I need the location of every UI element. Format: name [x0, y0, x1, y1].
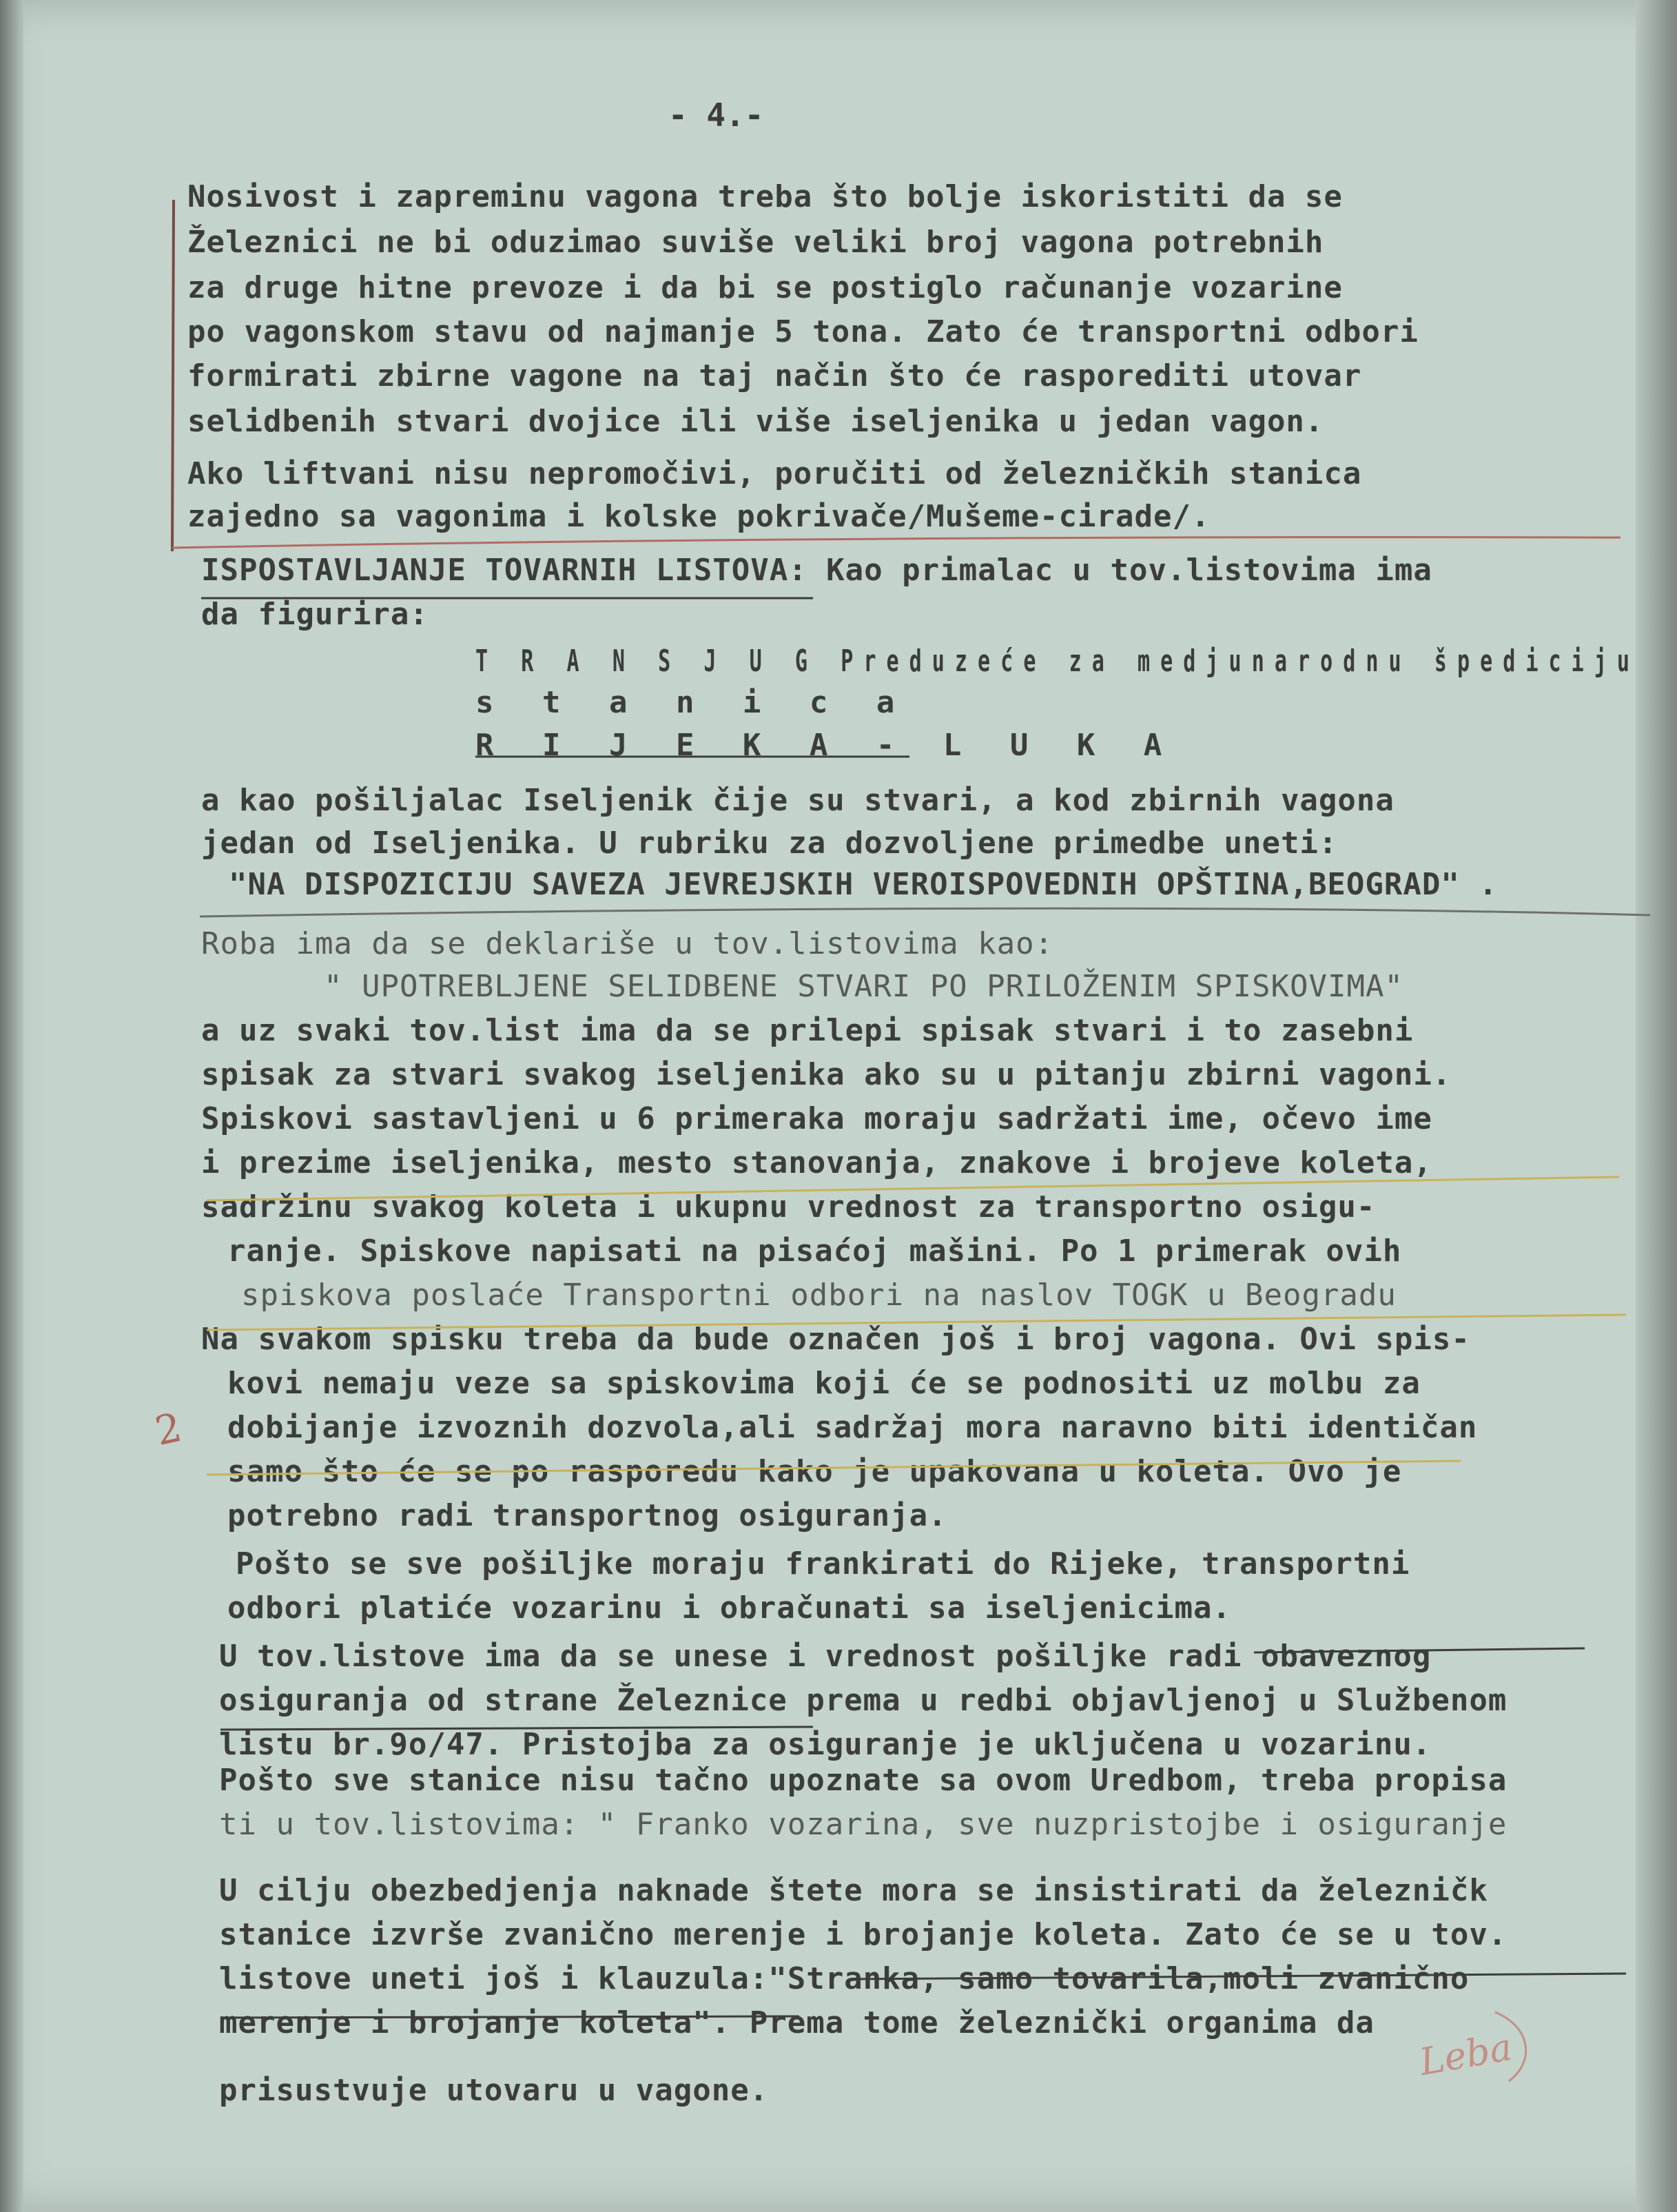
text-line: Roba ima da se deklariše u tov.listovima kao:: [201, 926, 1054, 961]
text-line: T R A N S J U G Preduzeće za medjunarodnu špediciju: [475, 644, 1640, 679]
text-line: Spiskovi sastavljeni u 6 primeraka moraju sadržati ime, očevo ime: [201, 1101, 1432, 1136]
text-line: U cilju obezbedjenja naknade štete mora se insistirati da železničk: [219, 1873, 1488, 1908]
text-line: listove uneti još i klauzula:"Stranka, samo tovarila,moli zvanično: [219, 1961, 1470, 1996]
text-line: formirati zbirne vagone na taj način što će rasporediti utovar: [187, 358, 1362, 393]
text-line: Na svakom spisku treba da bude označen još i broj vagona. Ovi spis-: [201, 1322, 1470, 1357]
text-line: jedan od Iseljenika. U rubriku za dozvoljene primedbe uneti:: [201, 826, 1338, 861]
text-line: prisustvuje utovaru u vagone.: [219, 2073, 769, 2108]
text-line: Nosivost i zapreminu vagona treba što bolje iskoristiti da se: [187, 179, 1343, 214]
clause-underline-1: [854, 1974, 1626, 1979]
text-line: spiskova poslaće Transportni odbori na naslov TOGK u Beogradu: [241, 1278, 1397, 1313]
dispoziciju-underline: [200, 908, 1650, 916]
text-line: Železnici ne bi oduzimao suviše veliki broj vagona potrebnih: [187, 225, 1324, 260]
text-line: selidbenih stvari dvojice ili više iseljenika u jedan vagon.: [187, 404, 1324, 439]
text-line: R I J E K A - L U K A: [475, 728, 1177, 763]
page-number: - 4.-: [668, 96, 764, 134]
text-line: sadržinu svakog koleta i ukupnu vrednost za transportno osigu-: [201, 1189, 1376, 1225]
margin-note: 2: [151, 1403, 186, 1455]
text-line: s t a n i c a: [475, 685, 910, 720]
text-line: U tov.listove ima da se unese i vrednost pošiljke radi obaveznog: [219, 1639, 1432, 1674]
text-line: "NA DISPOZICIJU SAVEZA JEVREJSKIH VEROISPOVEDNIH OPŠTINA,BEOGRAD" .: [229, 867, 1498, 902]
text-line: da figurira:: [201, 597, 429, 632]
text-line: Pošto se sve pošiljke moraju frankirati do Rijeke, transportni: [236, 1546, 1410, 1581]
yellow-underline-3: [207, 1461, 1461, 1475]
text-line: za druge hitne prevoze i da bi se postiglo računanje vozarine: [187, 270, 1343, 305]
text-line: " UPOTREBLJENE SELIDBENE STVARI PO PRILOŽENIM SPISKOVIMA": [324, 969, 1403, 1004]
handwritten-initials: Leba: [1416, 2025, 1516, 2085]
text-line: ISPOSTAVLJANJE TOVARNIH LISTOVA: Kao primalac u tov.listovima ima: [201, 553, 1432, 588]
text-line: samo što će se po rasporedu kako je upakovana u koleta. Ovo je: [227, 1454, 1402, 1489]
margin-bracket: [172, 200, 174, 551]
text-line: dobijanje izvoznih dozvola,ali sadržaj mora naravno biti identičan: [227, 1410, 1478, 1445]
text-line: potrebno radi transportnog osiguranja.: [227, 1498, 947, 1533]
text-line: po vagonskom stavu od najmanje 5 tona. Zato će transportni odbori: [187, 314, 1419, 349]
obaveznog-underline: [1254, 1648, 1585, 1652]
text-line: osiguranja od strane Železnice prema u redbi objavljenoj u Službenom: [219, 1683, 1508, 1718]
red-underline-block: [172, 537, 1621, 548]
text-line: Pošto sve stanice nisu tačno upoznate sa ovom Uredbom, treba propisa: [219, 1763, 1508, 1798]
text-line: ranje. Spiskove napisati na pisaćoj mašini. Po 1 primerak ovih: [227, 1233, 1402, 1269]
yellow-underline-1: [207, 1177, 1619, 1200]
listu-underline: [220, 1727, 813, 1730]
text-line: listu br.9o/47. Pristojba za osiguranje je uključena u vozarinu.: [219, 1727, 1432, 1762]
yellow-underline-2: [207, 1315, 1626, 1330]
text-line: ti u tov.listovima: " Franko vozarina, sve nuzpristojbe i osiguranje: [219, 1807, 1508, 1842]
text-line: kovi nemaju veze sa spiskovima koji će se podnositi uz molbu za: [227, 1366, 1421, 1401]
text-line: stanice izvrše zvanično merenje i brojanje koleta. Zato će se u tov.: [219, 1917, 1508, 1952]
text-line: spisak za stvari svakog iseljenika ako su u pitanju zbirni vagoni.: [201, 1057, 1452, 1092]
clause-underline-2: [220, 2016, 799, 2018]
text-line: merenje i brojanje koleta". Prema tome železnički organima da: [219, 2005, 1375, 2040]
text-line: odbori platiće vozarinu i obračunati sa iseljenicima.: [227, 1590, 1231, 1626]
text-line: a uz svaki tov.list ima da se prilepi spisak stvari i to zasebni: [201, 1013, 1414, 1048]
text-line: Ako liftvani nisu nepromočivi, poručiti od železničkih stanica: [187, 456, 1362, 491]
text-line: a kao pošiljalac Iseljenik čije su stvari, a kod zbirnih vagona: [201, 783, 1395, 818]
text-line: zajedno sa vagonima i kolske pokrivače/Mušeme-cirade/.: [187, 499, 1211, 534]
text-line: i prezime iseljenika, mesto stanovanja, znakove i brojeve koleta,: [201, 1145, 1432, 1180]
